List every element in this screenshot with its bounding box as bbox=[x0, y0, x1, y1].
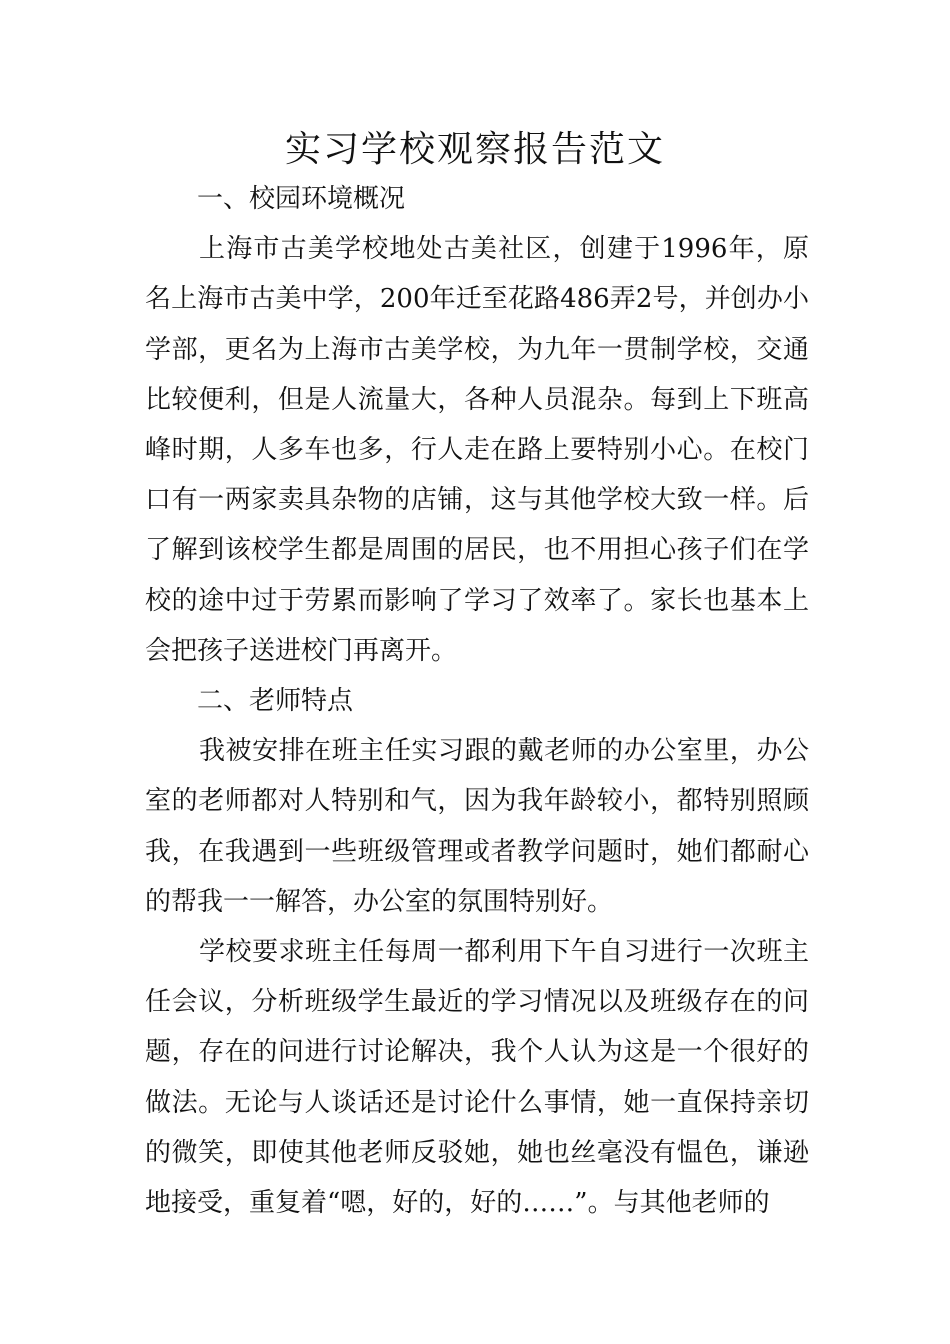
paragraph-class-teacher-meeting: 学校要求班主任每周一都利用下午自习进行一次班主任会议，分析班级学生最近的学习情况以及班级存在的问题，存在的问进行讨论解决，我个人认为这是一个很好的做法。无论与人谈话还是讨论什么事情，她一直保持亲切的微笑，即使其他老师反驳她，她也丝毫没有愠色，谦逊地接受，重复着“嗯，好的，好的……”。与其他老师的 bbox=[145, 937, 809, 1219]
document-body bbox=[145, 174, 809, 1228]
section-heading-teacher-traits: 二、老师特点 bbox=[197, 686, 354, 717]
section-heading-campus-environment: 一、校园环境概况 bbox=[197, 184, 406, 214]
paragraph-campus-environment: 上海市古美学校地处古美社区，创建于1996年，原名上海市古美中学，200年迁至花路486弄2号，并创办小学部，更名为上海市古美学校，为九年一贯制学校，交通比较便利，但是人流量大，各种人员混杂。每到上下班高峰时期，人多车也多，行人走在路上要特别小心。在校门口有一两家卖具杂物的店铺，这与其他学校大致一样。后了解到该校学生都是周围的居民，也不用担心孩子们在学校的途中过于劳累而影响了学习了效率了。家长也基本上会把孩子送进校门再离开。 bbox=[145, 234, 809, 666]
paragraph-office-atmosphere: 我被安排在班主任实习跟的戴老师的办公室里，办公室的老师都对人特别和气，因为我年龄较小，都特别照顾我，在我遇到一些班级管理或者教学问题时，她们都耐心的帮我一一解答，办公室的氛围特别好。 bbox=[145, 736, 809, 917]
document-title: 实习学校观察报告范文 bbox=[284, 129, 665, 170]
